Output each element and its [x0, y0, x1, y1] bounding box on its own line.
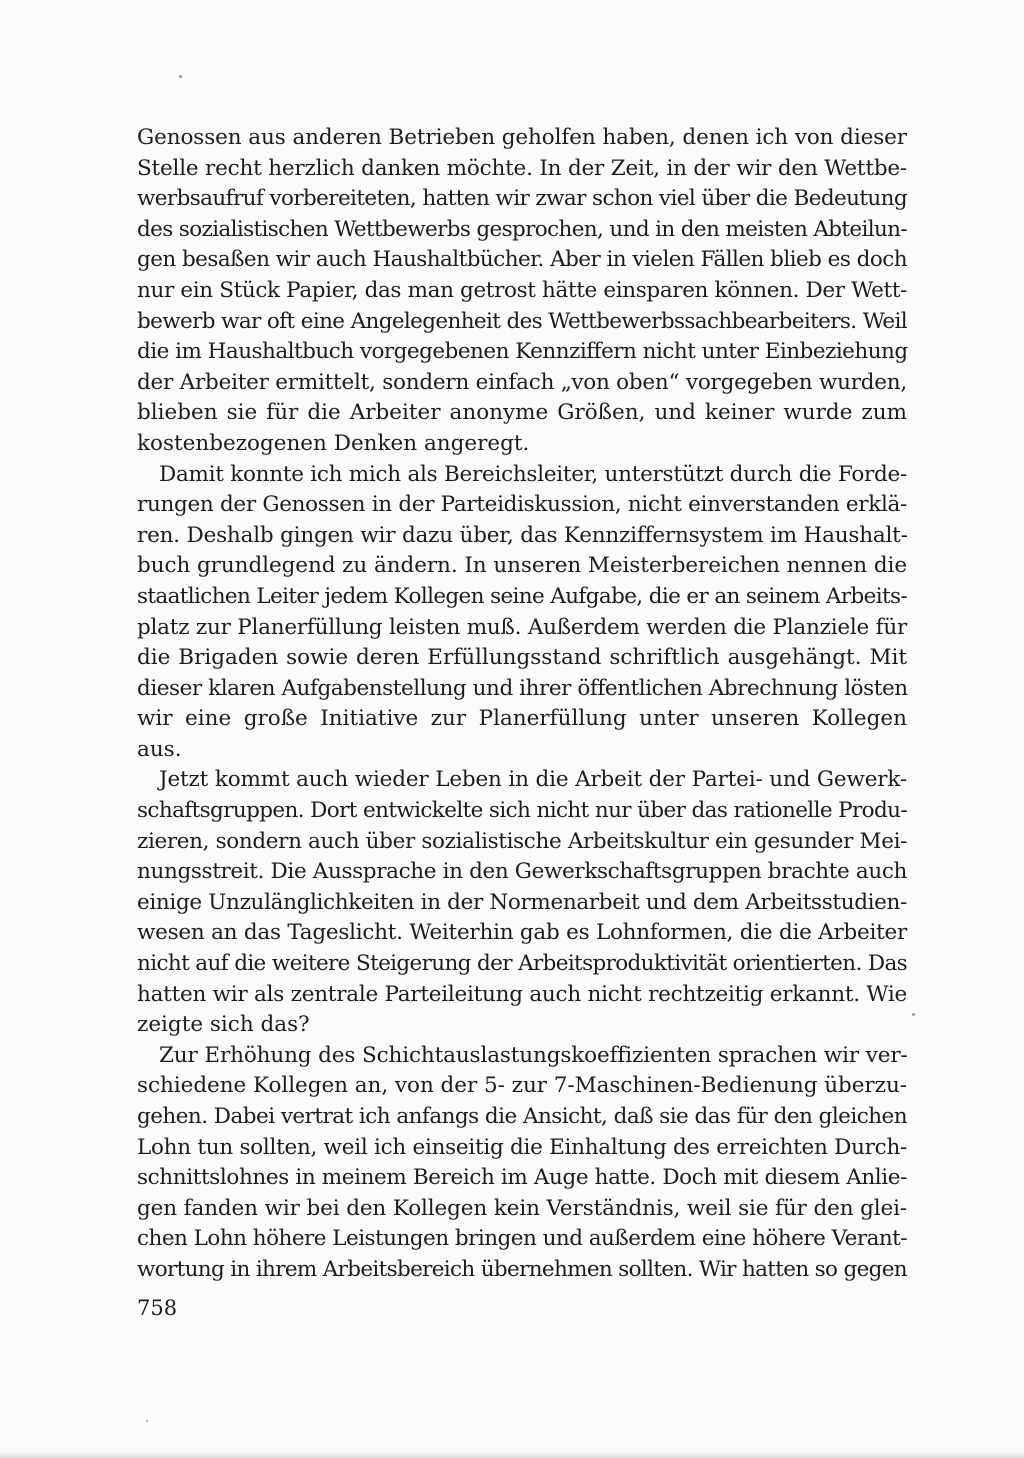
text-line: buch grundlegend zu ändern. In unseren Meisterbereichen nennen die: [137, 553, 907, 579]
text-line: ren. Deshalb gingen wir dazu über, das Kennziffernsystem im Haushalt-: [137, 522, 908, 548]
text-line: die im Haushaltbuch vorgegebenen Kennziffern nicht unter Einbeziehung: [137, 339, 908, 365]
text-line: zieren, sondern auch über sozialistische Arbeitskultur ein gesunder Mei-: [137, 828, 908, 854]
text-line: chen Lohn höhere Leistungen bringen und außerdem eine höhere Verant-: [137, 1226, 908, 1252]
text-line: Damit konnte ich mich als Bereichsleiter, unterstützt durch die Forde-: [159, 461, 907, 487]
text-line: Stelle recht herzlich danken möchte. In der Zeit, in der wir den Wettbe-: [137, 155, 907, 181]
paragraph-1: [137, 123, 907, 460]
text-line: werbsaufruf vorbereiteten, hatten wir zwar schon viel über die Bedeutung: [137, 186, 908, 212]
text-line: aus.: [137, 736, 182, 762]
body-text: [137, 123, 907, 1286]
text-line: Lohn tun sollten, weil ich einseitig die Einhaltung des erreichten Durch-: [137, 1134, 908, 1160]
paragraph-4: [137, 1041, 907, 1286]
text-line: rungen der Genossen in der Parteidiskussion, nicht einverstanden erklä-: [137, 492, 908, 518]
page-bottom-edge: [0, 1452, 1024, 1458]
text-line: hatten wir als zentrale Parteileitung auch nicht rechtzeitig erkannt. Wie: [137, 981, 908, 1007]
text-line: die Brigaden sowie deren Erfüllungsstand schriftlich ausgehängt. Mit: [137, 645, 907, 671]
text-line: Zur Erhöhung des Schichtauslastungskoeffizienten sprachen wir ver-: [159, 1042, 908, 1068]
page-number: 758: [137, 1296, 178, 1320]
text-line: schiedene Kollegen an, von der 5- zur 7-Maschinen-Bedienung überzu-: [137, 1073, 907, 1099]
text-line: wortung in ihrem Arbeitsbereich übernehmen sollten. Wir hatten so gegen: [137, 1256, 907, 1282]
text-line: kostenbezogenen Denken angeregt.: [137, 430, 530, 456]
text-line: gen besaßen wir auch Haushaltbücher. Aber in vielen Fällen blieb es doch: [137, 247, 907, 273]
text-line: schnittslohnes in meinem Bereich im Auge hatte. Doch mit diesem Anlie-: [137, 1165, 908, 1191]
paper-speck: [146, 1420, 148, 1422]
paragraph-2: [137, 460, 907, 766]
text-line: Genossen aus anderen Betrieben geholfen haben, denen ich von dieser: [137, 125, 907, 150]
text-line: gen fanden wir bei den Kollegen kein Verständnis, weil sie für den glei-: [137, 1195, 908, 1221]
text-line: platz zur Planerfüllung leisten muß. Außerdem werden die Planziele für: [137, 614, 907, 640]
text-line: der Arbeiter ermittelt, sondern einfach „von oben“ vorgegeben wurden,: [137, 369, 908, 395]
text-line: nur ein Stück Papier, das man getrost hätte einsparen können. Der Wett-: [137, 277, 908, 303]
text-line: staatlichen Leiter jedem Kollegen seine Aufgabe, die er an seinem Arbeits-: [137, 583, 907, 609]
text-line: gehen. Dabei vertrat ich anfangs die Ansicht, daß sie das für den gleichen: [137, 1104, 907, 1129]
paper-speck: [179, 75, 182, 78]
text-line: zeigte sich das?: [137, 1012, 310, 1038]
text-line: wir eine große Initiative zur Planerfüllung unter unseren Kollegen: [137, 706, 907, 732]
text-line: Jetzt kommt auch wieder Leben in die Arbeit der Partei- und Gewerk-: [159, 767, 908, 793]
text-line: blieben sie für die Arbeiter anonyme Größen, und keiner wurde zum: [137, 400, 907, 426]
text-line: schaftsgruppen. Dort entwickelte sich nicht nur über das rationelle Produ-: [137, 798, 907, 824]
text-line: einige Unzulänglichkeiten in der Normenarbeit und dem Arbeitsstudien-: [137, 889, 907, 915]
text-line: bewerb war oft eine Angelegenheit des Wettbewerbssachbearbeiters. Weil: [137, 308, 907, 334]
text-line: des sozialistischen Wettbewerbs gesprochen, und in den meisten Abteilun-: [137, 216, 907, 242]
text-line: nungsstreit. Die Aussprache in den Gewerkschaftsgruppen brachte auch: [137, 859, 908, 885]
text-line: nicht auf die weitere Steigerung der Arbeitsproduktivität orientierten. Das: [137, 951, 908, 977]
text-line: wesen an das Tageslicht. Weiterhin gab es Lohnformen, die die Arbeiter: [137, 920, 908, 946]
text-line: dieser klaren Aufgabenstellung und ihrer öffentlichen Abrechnung lösten: [137, 675, 908, 701]
paragraph-3: [137, 765, 907, 1040]
paper-speck: [912, 1013, 915, 1016]
